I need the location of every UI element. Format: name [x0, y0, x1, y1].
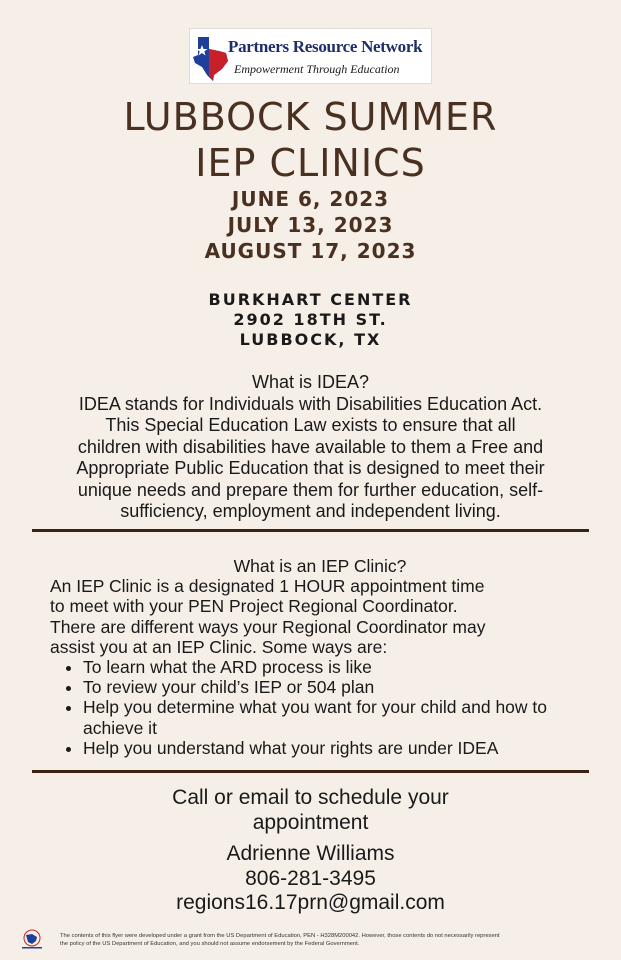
clinic-line: An IEP Clinic is a designated 1 HOUR appointment time — [50, 576, 485, 597]
location-street: 2902 18TH ST. — [233, 310, 388, 329]
texas-flag-icon — [192, 31, 232, 83]
location-address — [0, 290, 621, 350]
date-3: AUGUST 17, 2023 — [204, 239, 417, 263]
date-1: JUNE 6, 2023 — [231, 187, 390, 211]
page-title-line-2: IEP CLINICS — [195, 141, 426, 185]
clinic-line: assist you at an IEP Clinic. Some ways are: — [50, 636, 388, 657]
list-item: • To learn what the ARD process is like — [83, 657, 590, 677]
idea-section — [20, 372, 601, 523]
contact-details — [0, 842, 621, 916]
logo-tagline: Empowerment Through Education — [234, 62, 400, 76]
idea-line: Appropriate Public Education that is designed to meet their — [76, 458, 545, 478]
partners-resource-network-logo — [189, 28, 432, 84]
idea-line: sufficiency, employment and independent living. — [120, 501, 501, 521]
clinic-ways-list — [50, 657, 590, 758]
contact-cta — [0, 786, 621, 835]
location-city: LUBBOCK, TX — [239, 330, 382, 349]
date-2: JULY 13, 2023 — [227, 213, 394, 237]
cta-line-1: Call or email to schedule your — [172, 786, 449, 809]
section-divider — [32, 529, 589, 532]
logo-title: Partners Resource Network — [228, 37, 423, 56]
page-title-line-1: LUBBOCK SUMMER — [123, 95, 498, 139]
contact-name: Adrienne Williams — [226, 842, 395, 865]
section-divider — [32, 770, 589, 773]
idea-line: unique needs and prepare them for further education, self- — [77, 479, 544, 500]
clinic-question: What is an IEP Clinic? — [233, 556, 407, 576]
disclaimer-line: the policy of the US Department of Education, and you should not assume endorsement by the Federal Government. — [60, 941, 360, 947]
clinic-line: There are different ways your Regional Coordinator may — [50, 616, 486, 637]
disclaimer-line: The contents of this flyer were developed under a grant from the US Department of Education, PEN - H328M200042. However, those contents do not necessarily represent — [60, 933, 500, 939]
idea-line: children with disabilities have available to them a Free and — [77, 436, 544, 457]
idea-line: IDEA stands for Individuals with Disabilities Education Act. — [78, 393, 543, 414]
footer-disclaimer — [60, 932, 610, 948]
clinic-line: to meet with your PEN Project Regional Coordinator. — [50, 596, 458, 617]
idea-line: This Special Education Law exists to ensure that all — [105, 415, 516, 435]
contact-email[interactable]: regions16.17prn@gmail.com — [176, 891, 445, 914]
contact-phone[interactable]: 806-281-3495 — [245, 866, 376, 890]
footer-logo — [18, 929, 46, 951]
list-item: • Help you determine what you want for your child and how to achieve it — [83, 697, 590, 737]
list-item: • Help you understand what your rights are under IDEA — [83, 738, 590, 758]
iep-clinic-section — [50, 556, 590, 758]
location-name: BURKHART CENTER — [208, 290, 413, 309]
cta-line-2: appointment — [252, 810, 369, 834]
idea-question: What is IDEA? — [251, 372, 370, 392]
list-item: • To review your child’s IEP or 504 plan — [83, 677, 590, 697]
clinic-dates — [0, 186, 621, 264]
